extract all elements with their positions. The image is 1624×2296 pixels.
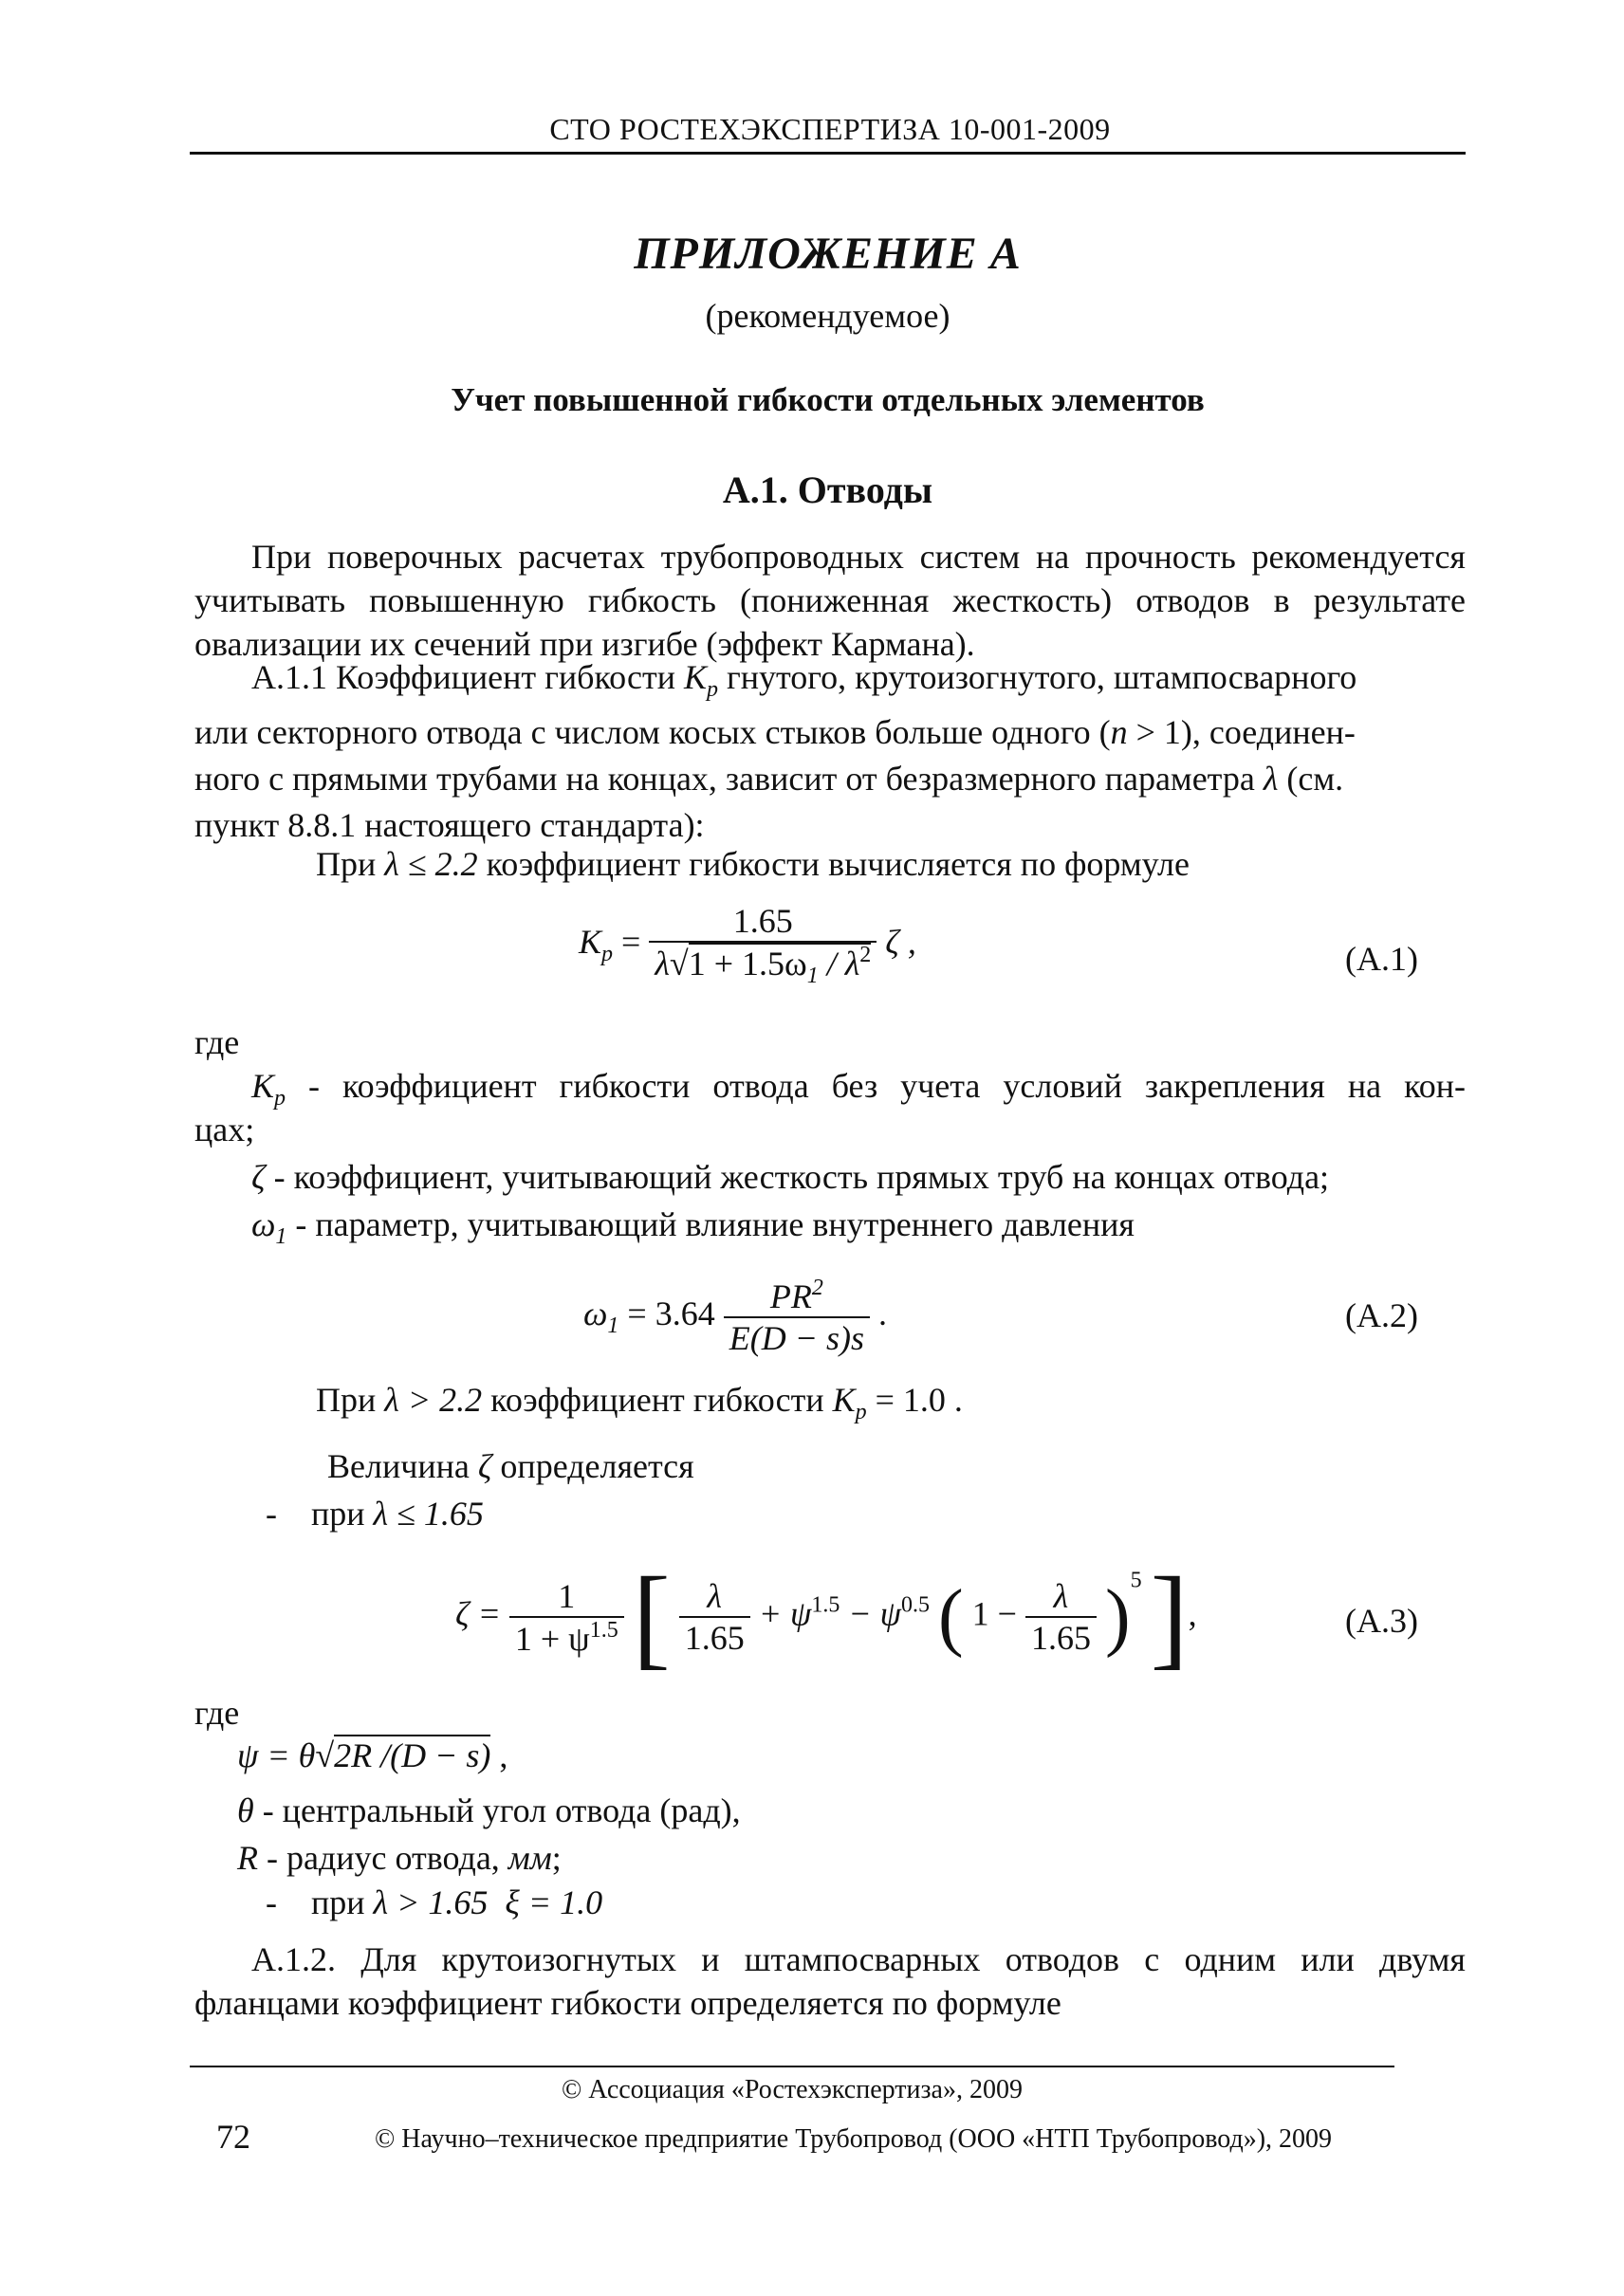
appendix-title: ПРИЛОЖЕНИЕ А [634,229,1022,279]
page-number: 72 [216,2118,250,2156]
p111-line2: или секторного отвода с числом косых стыков больше одного (n > 1), соединен- [194,713,1356,751]
p111-line4: пункт 8.8.1 настоящего стандарта): [194,806,705,844]
intro-paragraph: При поверочных расчетах трубопроводных систем на прочность рекомендуется учитывать повышенную гибкость (пониженная жесткость) отводов в результате овализации их сечений при изгибе (эффект Кармана). [194,538,1466,663]
equation-a1: $K_p$ = $\frac{1.65}{\lambda√1 + 1.5\omega_1 / \lambda^2}$ ζ , [579,902,916,988]
equation-number-a3: (А.3) [1345,1602,1418,1640]
def-R: R - радиус отвода, мм; [237,1839,562,1877]
def-zeta: ζ - коэффициент, учитывающий жесткость прямых труб на концах отвода; [251,1158,1330,1196]
document-header: СТО РОСТЕХЭКСПЕРТИЗА 10-001-2009 [549,112,1111,146]
equation-a3: ζ = $\frac{1}{1 + \psi^{1.5}}$ [ $\frac{\lambda}{1.65}$ + $\psi^{1.5} - \psi^{0.5}$ ( 1 − $\frac{\lambda}{1.65}$ )$^5$ ], [455,1553,1197,1680]
appendix-subtitle: (рекомендуемое) [705,297,950,335]
def-theta: θ - центральный угол отвода (рад), [237,1791,741,1829]
zeta-intro: Величина ζ определяется [327,1447,694,1485]
bullet-2: - при λ > 1.65 ξ = 1.0 [266,1883,603,1921]
p111-line1: А.1.1 Коэффициент гибкости $K_p$ гнутого, крутоизогнутого, штампосварного [251,658,1357,702]
footer-copyright-1: © Ассоциация «Ростехэкспертиза», 2009 [562,2075,1023,2104]
where-1: где [194,1023,240,1061]
p111-line3: ного с прямыми трубами на концах, зависит от безразмерного параметра λ (см. [194,760,1344,798]
header-rule [190,152,1466,155]
appendix-heading: Учет повышенной гибкости отдельных элементов [451,381,1205,418]
condition-2: При λ > 2.2 коэффициент гибкости $K_p = 1.0$ . [316,1381,963,1424]
def-omega: $\omega_1$ - параметр, учитывающий влияние внутреннего давления [251,1205,1135,1249]
def-psi: ψ = θ√2R /(D − s) , [237,1736,508,1774]
equation-a2: $\omega_1 = 3.64$ $\frac{PR^2}{E(D - s)s}$ . [583,1276,888,1357]
p112-paragraph: А.1.2. Для крутоизогнутых и штампосварных отводов с одним или двумя фланцами коэффициент гибкости определяется по формуле [194,1940,1466,2022]
footer-copyright-2: © Научно–техническое предприятие Трубопровод (ООО «НТП Трубопровод»), 2009 [375,2124,1333,2154]
condition-1: При λ ≤ 2.2 коэффициент гибкости вычисляется по формуле [316,845,1190,883]
section-title: А.1. Отводы [722,468,933,511]
equation-number-a2: (А.2) [1345,1296,1418,1334]
def-kp-cont: цах; [194,1111,255,1148]
equation-number-a1: (А.1) [1345,940,1418,978]
footer-rule [190,2066,1394,2067]
bullet-1: - при λ ≤ 1.65 [266,1495,484,1533]
where-2: где [194,1694,240,1732]
def-kp: $K_p$ - коэффициент гибкости отвода без учета условий закрепления на кон- [251,1067,1466,1111]
